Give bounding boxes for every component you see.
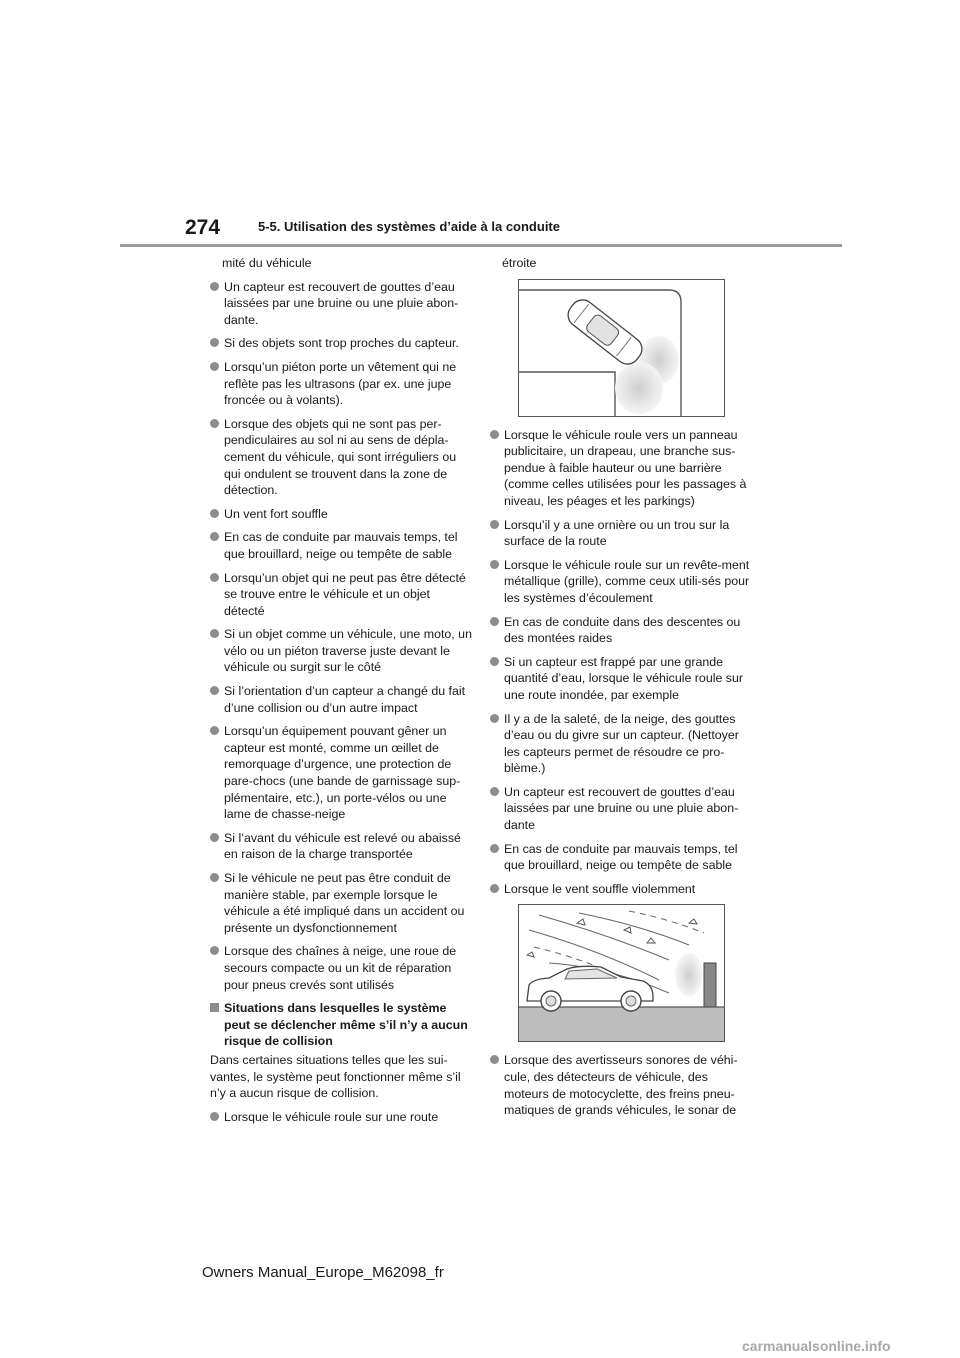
list-item: Un capteur est recouvert de gouttes d’eau laissées par une bruine ou une pluie abon-dante [490, 784, 752, 834]
list-item: En cas de conduite dans des descentes ou des montées raides [490, 614, 752, 647]
list-item: En cas de conduite par mauvais temps, tel que brouillard, neige ou tempête de sable [490, 841, 752, 874]
list-item: Lorsqu’un équipement pouvant gêner un capteur est monté, comme un œillet de remorquage d’urgence, une protection de pare-chocs (une bande de garnissage sup-plémentaire, etc.), un porte-vélos ou une lame de chasse-neige [210, 723, 472, 823]
bullet-list [210, 279, 472, 994]
list-item: Un vent fort souffle [210, 506, 472, 523]
footer-doc-name: Owners Manual_Europe_M62098_fr [202, 1264, 444, 1281]
list-item: Lorsque le véhicule roule sur un revête-ment métallique (grille), comme ceux utili-sés pour les systèmes d’écoulement [490, 557, 752, 607]
narrow-road-illustration [518, 279, 725, 417]
bullet-list [490, 427, 752, 898]
list-item: Lorsque des avertisseurs sonores de véhi-cule, des détecteurs de véhicule, des moteurs de motocyclette, des freins pneu-matiques de grands véhicules, le sonar de [490, 1052, 752, 1118]
page-number: 274 [185, 216, 221, 239]
header-rule [120, 244, 842, 247]
list-item: Si des objets sont trop proches du capteur. [210, 335, 472, 352]
list-item: En cas de conduite par mauvais temps, tel que brouillard, neige ou tempête de sable [210, 529, 472, 562]
watermark: carmanualsonline.info [742, 1338, 891, 1354]
list-item: Lorsque des objets qui ne sont pas per-pendiculaires au sol ni au sens de dépla-cement du véhicule, qui sont irréguliers ou qui ondulent se trouvent dans la zone de détection. [210, 416, 472, 499]
list-item: Si l’avant du véhicule est relevé ou abaissé en raison de la charge transportée [210, 830, 472, 863]
continuation-text: étroite [502, 256, 537, 270]
right-column [490, 255, 752, 1126]
paragraph: Dans certaines situations telles que les sui-vantes, le système peut fonctionner même s’il n’y a aucun risque de collision. [210, 1052, 461, 1101]
list-item: Lorsqu’un objet qui ne peut pas être détecté se trouve entre le véhicule et un objet détecté [210, 570, 472, 620]
list-item: Lorsque le vent souffle violemment [490, 881, 752, 898]
list-item: Lorsque le véhicule roule vers un panneau publicitaire, un drapeau, une branche sus-pendue à faible hauteur ou une barrière (comme celles utilisées pour les passages à niveau, les péages et les parkings) [490, 427, 752, 510]
list-item: Si un objet comme un véhicule, une moto, un vélo ou un piéton traverse juste devant le véhicule ou surgit sur le côté [210, 626, 472, 676]
list-item: Lorsque le véhicule roule sur une route [210, 1109, 472, 1126]
list-item: Lorsqu’il y a une ornière ou un trou sur la surface de la route [490, 517, 752, 550]
list-item: Un capteur est recouvert de gouttes d’eau laissées par une bruine ou une pluie abon-dante. [210, 279, 472, 329]
list-item: Il y a de la saleté, de la neige, des gouttes d’eau ou du givre sur un capteur. (Nettoyer les capteurs permet de résoudre ce pro-blème.) [490, 711, 752, 777]
list-item: Lorsqu’un piéton porte un vêtement qui ne reflète pas les ultrasons (par ex. une jupe froncée ou à volants). [210, 359, 472, 409]
left-column [210, 255, 472, 1132]
subheading: Situations dans lesquelles le système peut se déclencher même s’il n’y a aucun risque de collision [210, 1000, 472, 1050]
strong-wind-illustration [518, 904, 725, 1042]
section-title: 5-5. Utilisation des systèmes d’aide à la conduite [258, 219, 560, 234]
list-item: Lorsque des chaînes à neige, une roue de secours compacte ou un kit de réparation pour pneus crevés sont utilisés [210, 943, 472, 993]
list-item: Si un capteur est frappé par une grande quantité d’eau, lorsque le véhicule roule sur une route inondée, par exemple [490, 654, 752, 704]
continuation-text: mité du véhicule [222, 256, 312, 270]
list-item: Si l’orientation d’un capteur a changé du fait d’une collision ou d’un autre impact [210, 683, 472, 716]
list-item: Si le véhicule ne peut pas être conduit de manière stable, par exemple lorsque le véhicule a été impliqué dans un accident ou présente un dysfonctionnement [210, 870, 472, 936]
